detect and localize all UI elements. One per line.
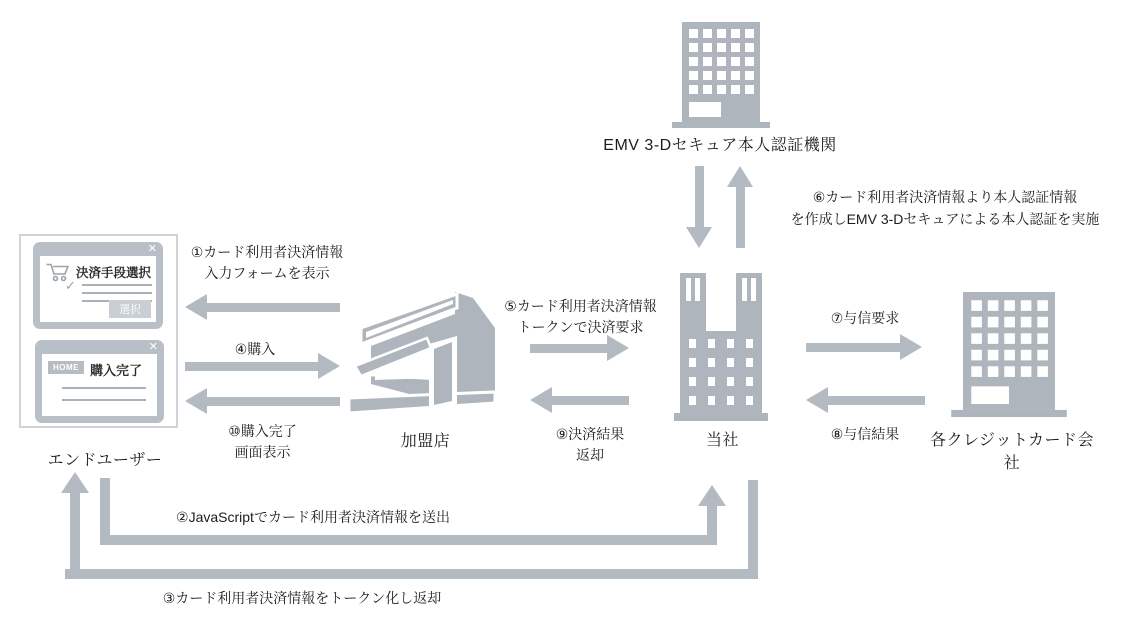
window-title: 購入完了 <box>90 363 143 378</box>
arrow-step7-company-to-cardco <box>806 343 901 352</box>
arrow-step9-company-to-merchant <box>551 396 629 405</box>
text-line <box>62 387 146 389</box>
arrow-step5-merchant-to-company <box>530 344 608 353</box>
arrow-step1-merchant-to-user <box>206 303 340 312</box>
step2-path-horizontal <box>100 535 717 545</box>
merchant-label: 加盟店 <box>400 433 451 450</box>
check-icon: ✓ <box>65 278 76 293</box>
arrow-authorg-to-company <box>736 186 745 248</box>
browser-window-purchase-done <box>35 340 164 423</box>
arrow-step8-cardco-to-company <box>827 396 925 405</box>
arrow-step3-to-user <box>70 492 80 574</box>
card-companies-label: 各クレジットカード会社 <box>929 432 1095 472</box>
end-user-label: エンドユーザー <box>47 452 163 469</box>
company-label: 当社 <box>705 432 739 449</box>
auth-org-building-icon <box>672 22 770 128</box>
text-line <box>82 292 152 294</box>
arrow-company-to-authorg <box>695 166 704 228</box>
select-button[interactable]: 選択 <box>109 300 151 318</box>
arrow-step4-user-to-merchant <box>185 362 319 371</box>
auth-org-label: EMV 3-Dセキュア本人認証機関 <box>603 137 837 154</box>
card-companies-building-icon <box>948 292 1070 417</box>
step10-label: ⑩購入完了 画面表示 <box>228 423 297 460</box>
company-building-icon <box>674 273 768 421</box>
close-icon: ✕ <box>148 341 158 353</box>
text-line <box>82 284 152 286</box>
arrow-step2-to-company <box>707 505 717 545</box>
step4-label: ④購入 <box>234 341 276 357</box>
step5-label: ⑤カード利用者決済情報 トークンで決済要求 <box>504 298 657 335</box>
end-user-screens-box <box>19 234 178 428</box>
home-badge[interactable]: HOME <box>48 361 84 374</box>
step8-label: ⑧与信結果 <box>830 426 900 442</box>
step2-path-vertical-left <box>100 478 110 540</box>
text-line <box>62 399 146 401</box>
step6-label: ⑥カード利用者決済情報より本人認証情報 を作成しEMV 3-Dセキュアによる本人認証を実施 <box>790 189 1100 227</box>
window-title: 決済手段選択 <box>76 266 152 280</box>
step3-path-vertical-right <box>748 480 758 574</box>
step2-label: ②JavaScriptでカード利用者決済情報を送出 <box>113 507 513 528</box>
arrow-step10-merchant-to-user <box>206 397 340 406</box>
step3-path-horizontal <box>65 569 758 579</box>
close-icon: ✕ <box>147 243 157 255</box>
step3-label: ③カード利用者決済情報をトークン化し返却 <box>162 590 442 606</box>
step1-label: ①カード利用者決済情報 入力フォームを表示 <box>190 244 344 281</box>
step7-label: ⑦与信要求 <box>830 310 900 326</box>
step9-label: ⑨決済結果 返却 <box>555 426 625 463</box>
browser-window-payment-select <box>33 242 163 329</box>
